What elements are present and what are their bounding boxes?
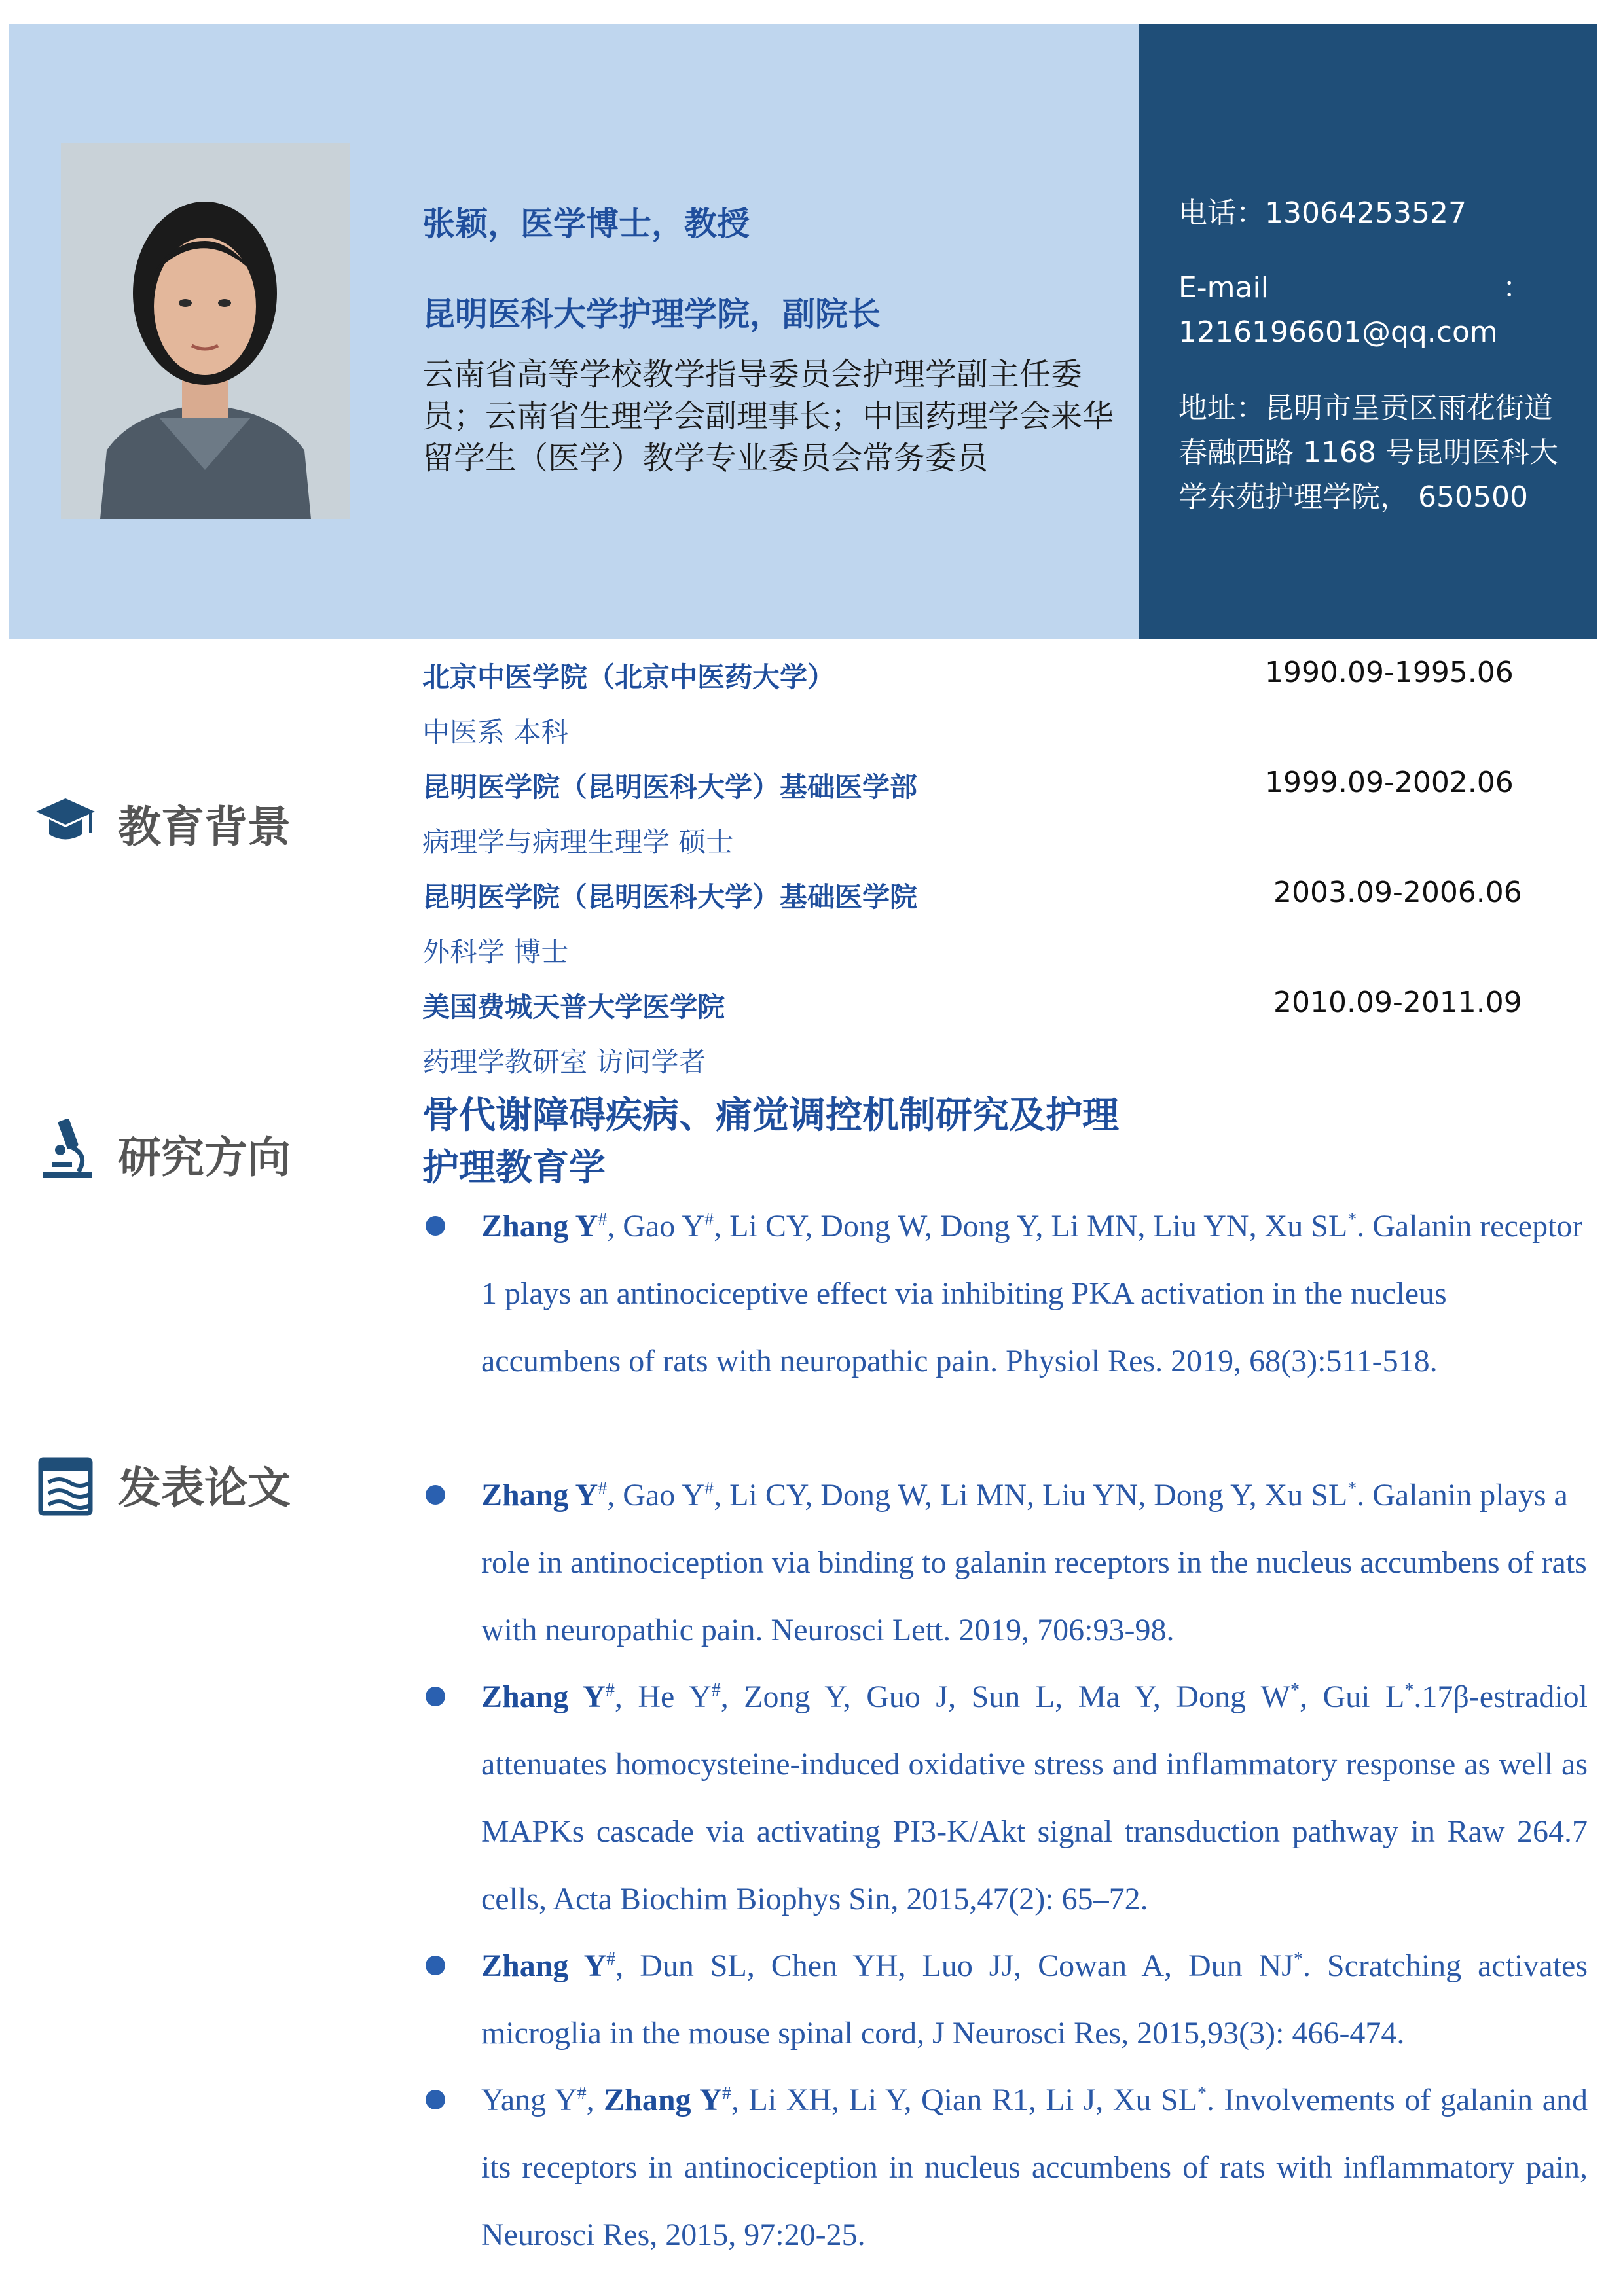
edu-date: 2003.09-2006.06 (1273, 876, 1522, 909)
publication-text (481, 1932, 1588, 2067)
edu-school: 昆明医学院（昆明医科大学）基础医学部 (422, 771, 918, 803)
author-mark: # (721, 2083, 731, 2104)
author-mark: * (1290, 1680, 1300, 1700)
author-highlight: Zhang Y (481, 1948, 607, 1983)
research-topic: 骨代谢障碍疾病、痛觉调控机制研究及护理 (422, 1094, 1119, 1137)
citation-text: .17β-estradiol attenuates homocysteine-induced oxidative stress and inflammatory response as well as MAPKs cascade via activating PI3-K/Akt signal transduction pathway in Raw 264.7 cells, Acta Biochim Biophys Sin, 2015,47(2): 65–72. (481, 1679, 1588, 1916)
edu-school: 昆明医学院（昆明医科大学）基础医学院 (422, 881, 918, 913)
edu-detail: 病理学与病理生理学 硕士 (422, 826, 734, 858)
author-mark: * (1347, 1210, 1357, 1230)
author-mark: * (1404, 1680, 1414, 1700)
microscope-icon (33, 1116, 98, 1181)
research-topic: 护理教育学 (422, 1147, 606, 1189)
email-colon: ： (1503, 271, 1531, 304)
coauthor: Yang Y (481, 2083, 577, 2117)
author-highlight: Zhang Y (481, 1209, 598, 1244)
edu-school: 北京中医学院（北京中医药大学） (422, 661, 835, 693)
author-highlight: Zhang Y (481, 1679, 606, 1714)
citation-text: , He Y (614, 1679, 712, 1714)
publication-item (422, 2066, 1588, 2269)
email-value: 1216196601@qq.com (1178, 315, 1498, 349)
bullet-icon (426, 2090, 445, 2109)
author-mark: * (1197, 2083, 1207, 2104)
position-title: 昆明医科大学护理学院，副院长 (422, 295, 881, 333)
author-mark: # (711, 1680, 721, 1700)
edu-detail: 中医系 本科 (422, 716, 569, 748)
author-mark: # (704, 1479, 714, 1499)
author-mark: * (1347, 1479, 1357, 1499)
publication-item (422, 1462, 1588, 1664)
citation-text: , Dun SL, Chen YH, Luo JJ, Cowan A, Dun NJ (615, 1948, 1294, 1983)
citation-text: , Li CY, Dong W, Li MN, Liu YN, Dong Y, Xu SL (714, 1478, 1348, 1513)
author-mark: # (605, 1680, 615, 1700)
author-mark: # (577, 2083, 587, 2104)
address-line: 学东苑护理学院， 650500 (1178, 480, 1528, 514)
publication-text (481, 1462, 1588, 1664)
citation-text: . Involvements of galanin and its receptors in antinociception in nucleus accumbens of rats with inflammatory pain, Neurosci Res, 2015, 97:20-25. (481, 2083, 1588, 2252)
citation-text: . Scratching activates microglia in the mouse spinal cord, J Neurosci Res, 2015,93(3): 466-474. (481, 1948, 1588, 2051)
phone-text: 电话：13064253527 (1178, 196, 1467, 230)
section-publications-label: 发表论文 (118, 1463, 291, 1513)
edu-detail: 药理学教研室 访问学者 (422, 1046, 706, 1078)
edu-date: 1990.09-1995.06 (1265, 656, 1514, 689)
author-mark: # (598, 1210, 608, 1230)
publication-item (422, 1663, 1588, 1933)
address-line: 地址：昆明市呈贡区雨花街道 (1178, 391, 1553, 425)
graduation-cap-icon (33, 785, 98, 851)
bullet-icon (426, 1687, 445, 1706)
publication-item (422, 1193, 1588, 1395)
publication-text (481, 1193, 1588, 1395)
citation-text: , Zong Y, Guo J, Sun L, Ma Y, Dong W (720, 1679, 1290, 1714)
citation-text: , Li XH, Li Y, Qian R1, Li J, Xu SL (731, 2083, 1198, 2117)
bullet-icon (426, 1956, 445, 1975)
publication-text (481, 1663, 1588, 1933)
bullet-icon (426, 1216, 445, 1236)
citation-text: , Li CY, Dong W, Dong Y, Li MN, Liu YN, Xu SL (714, 1209, 1348, 1244)
profile-photo (61, 143, 350, 519)
paper-icon (33, 1453, 98, 1518)
section-education-label: 教育背景 (118, 802, 291, 852)
edu-school: 美国费城天普大学医学院 (422, 991, 725, 1023)
edu-detail: 外科学 博士 (422, 936, 569, 968)
publication-item (422, 1932, 1588, 2067)
name-title: 张颖，医学博士，教授 (422, 205, 750, 243)
separator: , (586, 2083, 604, 2117)
citation-text: . Galanin receptor 1 plays an antinociceptive effect via inhibiting PKA activation in the nucleus accumbens of rats with neuropathic pain. Physiol Res. 2019, 68(3):511-518. (481, 1209, 1583, 1378)
bullet-icon (426, 1485, 445, 1505)
citation-text: , Gao Y (607, 1209, 705, 1244)
citation-text: , Gui L (1299, 1679, 1405, 1714)
section-research-label: 研究方向 (118, 1132, 291, 1183)
author-mark: # (606, 1949, 616, 1969)
edu-date: 1999.09-2002.06 (1265, 766, 1514, 799)
author-highlight: Zhang Y (604, 2083, 722, 2117)
author-mark: # (598, 1479, 608, 1499)
email-label: E-mail (1178, 271, 1269, 304)
author-mark: * (1293, 1949, 1303, 1969)
citation-text: , Gao Y (607, 1478, 705, 1513)
edu-date: 2010.09-2011.09 (1273, 986, 1522, 1019)
author-mark: # (704, 1210, 714, 1230)
author-highlight: Zhang Y (481, 1478, 598, 1513)
address-line: 春融西路 1168 号昆明医科大 (1178, 436, 1558, 469)
publication-text (481, 2066, 1588, 2269)
citation-text: . Galanin plays a role in antinociception via binding to galanin receptors in the nucleus accumbens of rats with neuropathic pain. Neurosci Lett. 2019, 706:93-98. (481, 1478, 1587, 1647)
roles-text: 云南省高等学校教学指导委员会护理学副主任委员；云南省生理学会副理事长；中国药理学会来华留学生（医学）教学专业委员会常务委员 (422, 356, 1114, 476)
